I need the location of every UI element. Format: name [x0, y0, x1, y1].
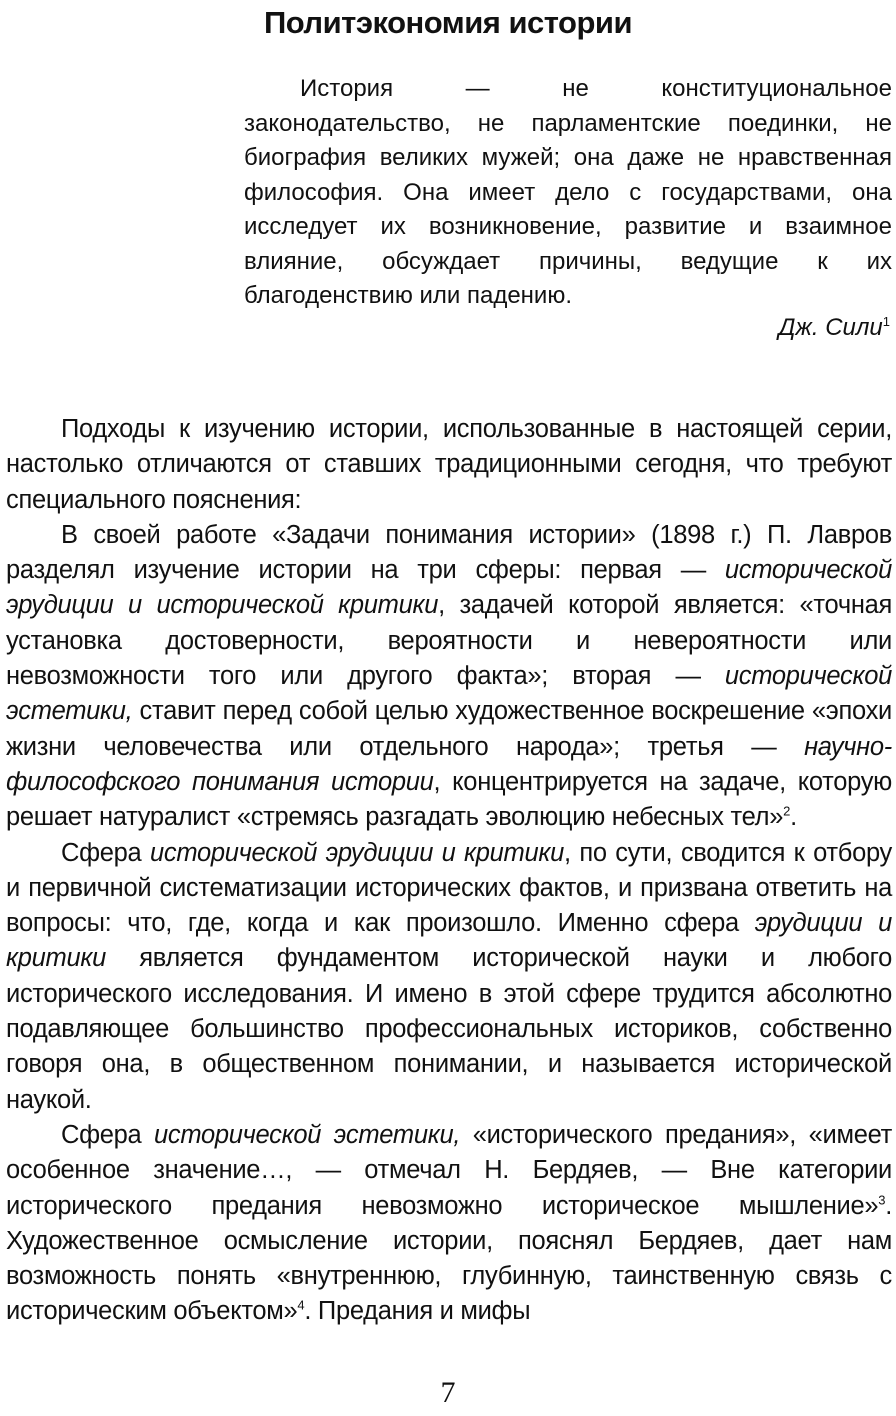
footnote-marker-1: 1 [882, 314, 890, 329]
page-number: 7 [440, 1376, 456, 1409]
paragraph-4-text-2: «исторического предания», «имеет особенное значение…, — отмечал Н. Бердяев, — Вне категории исторического предания невозможно историческое мышление» [6, 1120, 892, 1220]
paragraph-4-text-1: Сфера [61, 1120, 155, 1149]
footnote-marker-2: 2 [783, 803, 791, 819]
paragraph-4-italic-1: исторической эстетики, [154, 1120, 461, 1149]
paragraph-2-text-2: , задачей которой является: «точная установка достоверности, вероятности и невероятности или невозможности того или другого факта»; вторая — [6, 591, 893, 691]
paragraph-2-text-4: , концентрируется на задаче, которую решает натуралист «стремясь разгадать эволюцию небесных тел» [6, 767, 892, 832]
paragraph-2-text-3: ставит перед собой целью художественное воскрешение «эпохи жизни человечества или отдельного народа»; третья — [6, 697, 892, 761]
paragraph-2-italic-2: исторической эстетики, [6, 662, 892, 726]
body-text [6, 412, 892, 1330]
paragraph-3-italic-1: исторической эрудиции и критики [150, 838, 564, 867]
paragraph-4 [6, 1118, 892, 1330]
paragraph-2 [6, 518, 892, 836]
paragraph-2-italic-1: исторической эрудиции и исторической критики [6, 556, 892, 620]
paragraph-3-text-3: является фундаментом исторической науки и любого исторического исследования. И имено в этой сфере трудится абсолютно подавляющее большинство профессиональных историков, собственно говоря она, в общественном понимании, и называется исторической наукой. [6, 944, 892, 1114]
paragraph-3-text-1: Сфера [61, 838, 150, 867]
paragraph-3 [6, 836, 892, 1118]
paragraph-2-text-1: В своей работе «Задачи понимания истории» (1898 г.) П. Лавров разделял изучение истории на три сферы: первая — [6, 520, 892, 585]
epigraph-author-name: Дж. Сили [778, 314, 883, 341]
chapter-title: Политэкономия истории [263, 5, 633, 40]
paragraph-4-text-3: . Художественное осмысление истории, пояснял Бердяев, дает нам возможность понять «внутреннюю, глубинную, таинственную связь с историческим объектом» [6, 1191, 892, 1326]
footnote-marker-3: 3 [878, 1192, 886, 1208]
paragraph-3-italic-2: эрудиции и критики [6, 909, 892, 973]
paragraph-4-text-4: . Предания и мифы [304, 1297, 531, 1326]
footnote-marker-4: 4 [297, 1297, 305, 1313]
paragraph-2-text-5: . [790, 803, 797, 832]
paragraph-1: Подходы к изучению истории, использованные в настоящей серии, настолько отличаются от ставших традиционными сегодня, что требуют специального пояснения: [6, 415, 892, 514]
paragraph-2-italic-3: научно-философского понимания истории [6, 732, 892, 796]
epigraph-text: История — не конституциональное законодательство, не парламентские поединки, не биография великих мужей; она даже не нравственная философия. Она имеет дело с государствами, она исследует их возникновение, развитие и взаимное влияние, обсуждает причины, ведущие к их благоденствию или падению. [244, 75, 892, 309]
epigraph-author [778, 311, 890, 345]
paragraph-3-text-2: , по сути, сводится к отбору и первичной систематизации исторических фактов, и призвана ответить на вопросы: что, где, когда и как произошло. Именно сфера [6, 838, 893, 938]
epigraph [244, 72, 892, 314]
